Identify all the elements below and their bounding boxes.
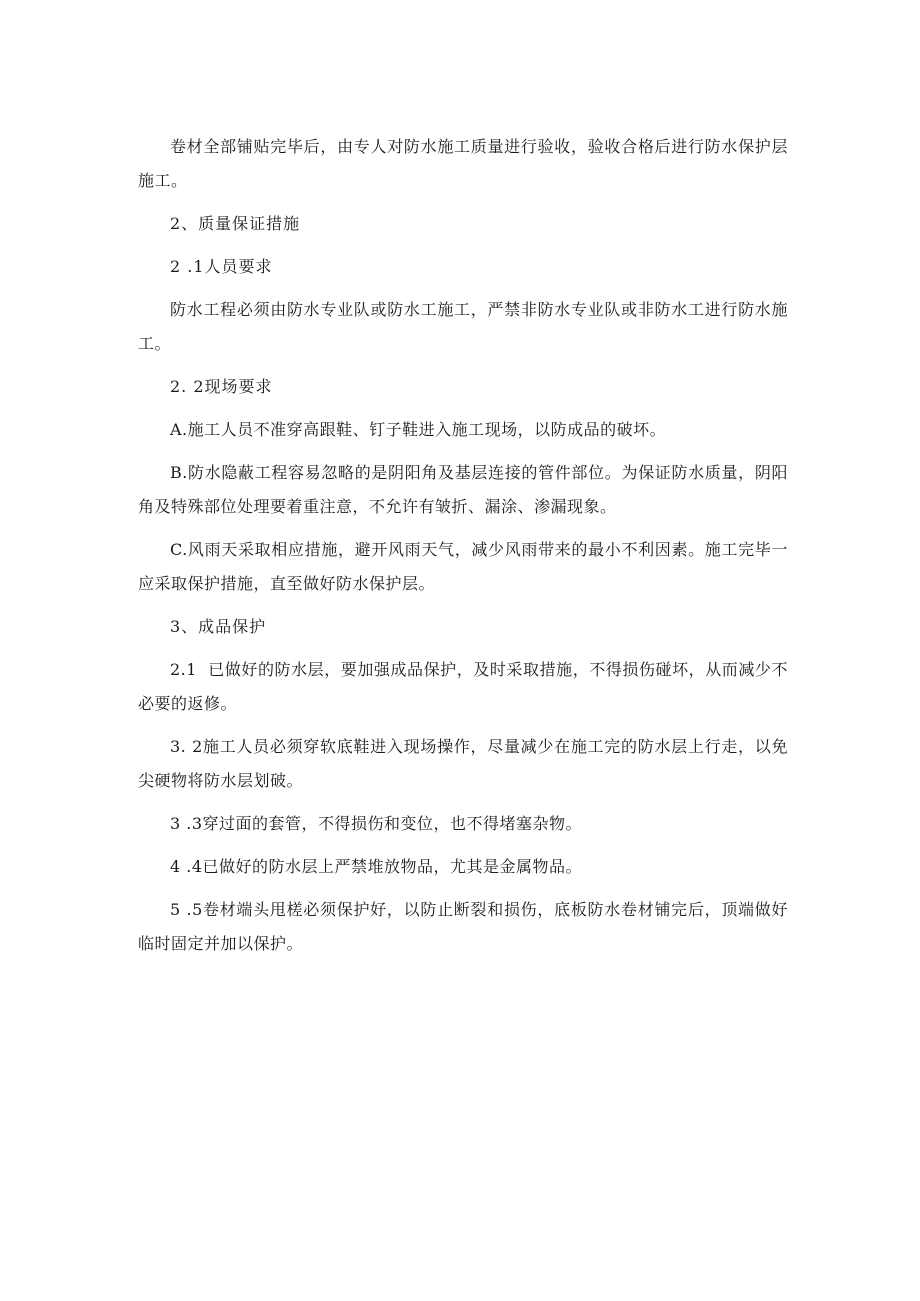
paragraph-protection-3: 3 .3穿过面的套管，不得损伤和变位，也不得堵塞杂物。 <box>170 814 583 833</box>
paragraph-protection-1: 2.1 已做好的防水层，要加强成品保护，及时采取措施，不得损伤碰坏，从而减少不必要的返修。 <box>138 660 788 713</box>
paragraph-inspection: 卷材全部铺贴完毕后，由专人对防水施工质量进行验收，验收合格后进行防水保护层施工。 <box>138 137 788 190</box>
paragraph-protection-4: 4 .4已做好的防水层上严禁堆放物品，尤其是金属物品。 <box>170 857 583 876</box>
heading-quality-measures: 2、质量保证措施 <box>170 214 301 233</box>
paragraph-protection-2: 3. 2施工人员必须穿软底鞋进入现场操作，尽量减少在施工完的防水层上行走，以免尖硬物将防水层划破。 <box>138 737 788 790</box>
heading-product-protection: 3、成品保护 <box>170 617 267 636</box>
heading-personnel-requirements: 2 .1人员要求 <box>170 257 273 276</box>
document-body <box>138 130 788 970</box>
paragraph-personnel: 防水工程必须由防水专业队或防水工施工，严禁非防水专业队或非防水工进行防水施工。 <box>138 300 788 353</box>
paragraph-protection-5: 5 .5卷材端头甩槎必须保护好，以防止断裂和损伤，底板防水卷材铺完后，顶端做好临时固定并加以保护。 <box>138 900 788 953</box>
heading-site-requirements: 2. 2现场要求 <box>170 377 273 396</box>
paragraph-site-b: B.防水隐蔽工程容易忽略的是阴阳角及基层连接的管件部位。为保证防水质量，阴阳角及特殊部位处理要着重注意，不允许有皱折、漏涂、渗漏现象。 <box>138 463 788 516</box>
paragraph-site-c: C.风雨天采取相应措施，避开风雨天气，减少风雨带来的最小不利因素。施工完毕一应采取保护措施，直至做好防水保护层。 <box>138 540 788 593</box>
paragraph-site-a: A.施工人员不准穿高跟鞋、钉子鞋进入施工现场，以防成品的破坏。 <box>170 420 667 439</box>
